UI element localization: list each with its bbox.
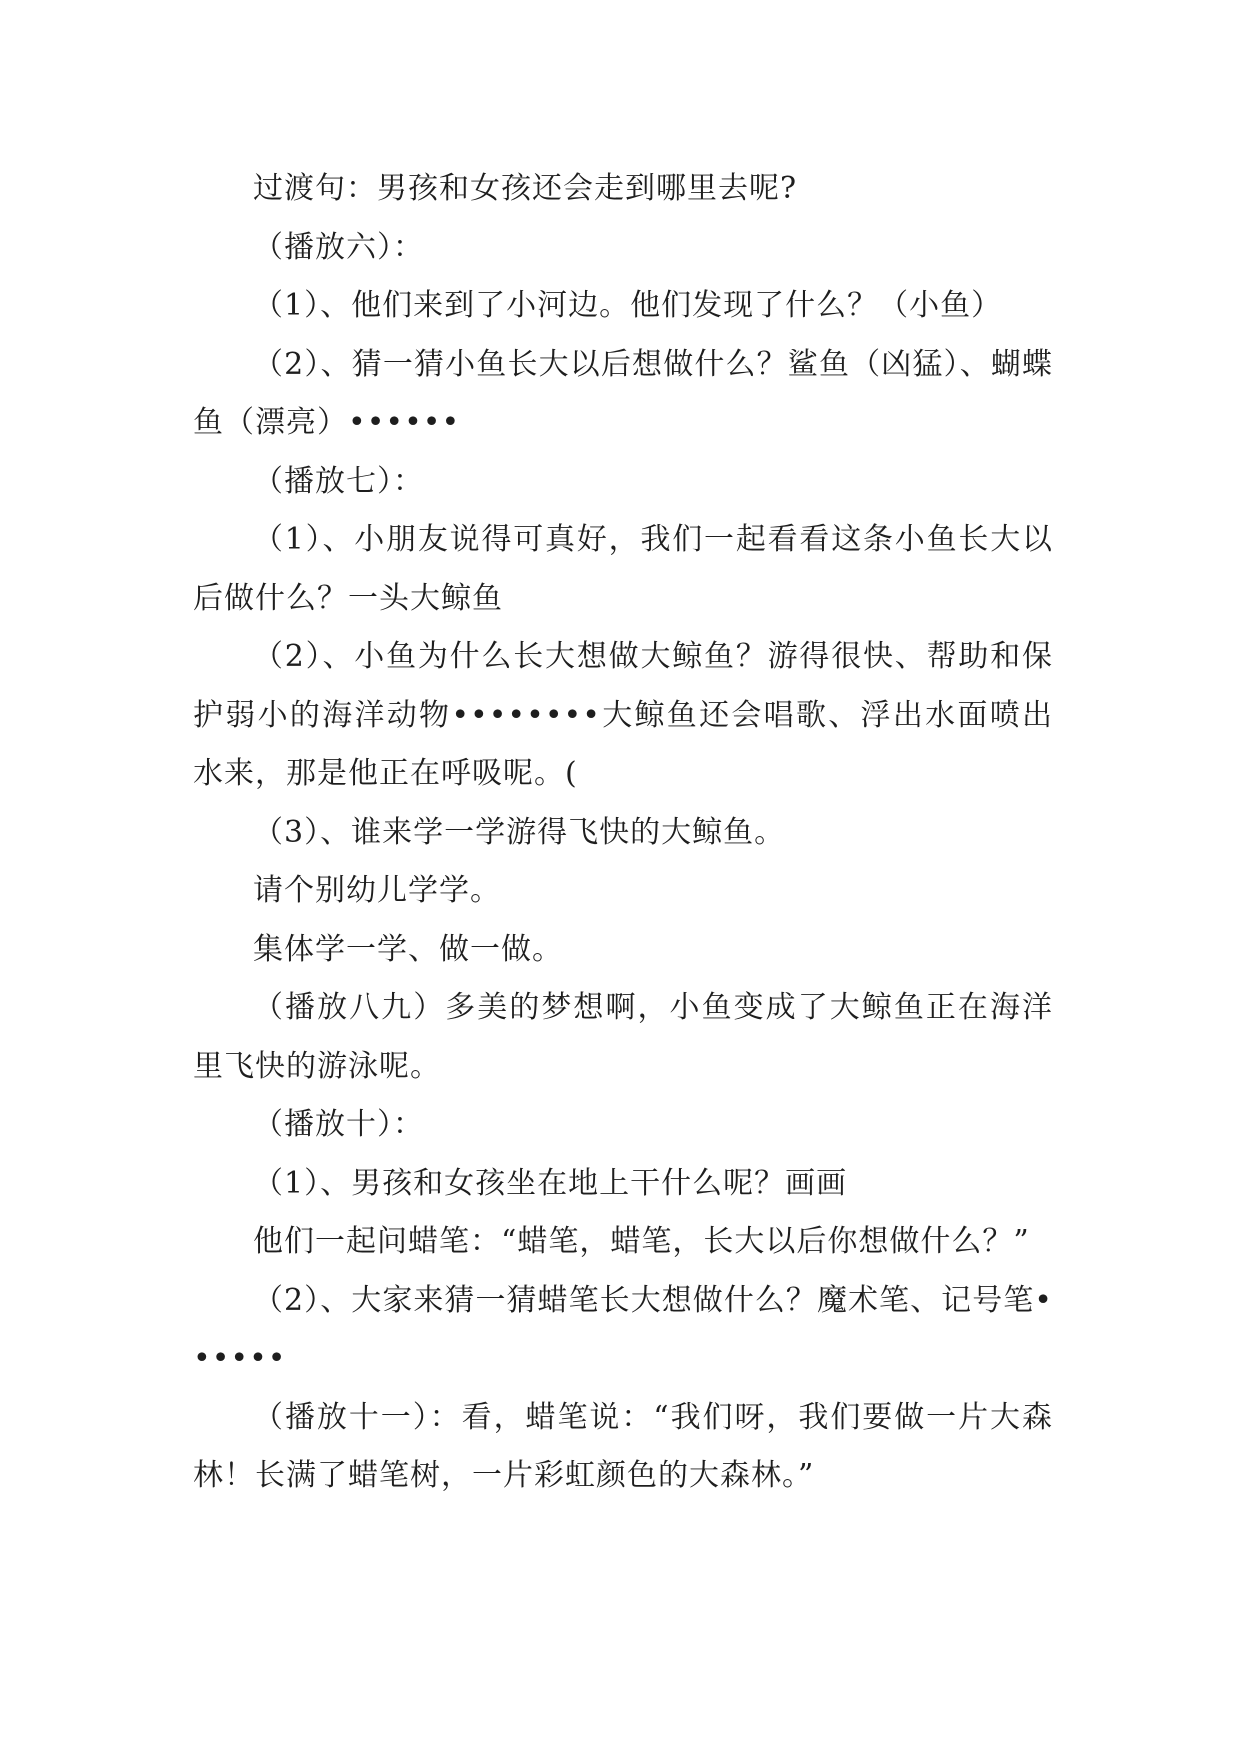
document-body — [193, 160, 1053, 1506]
paragraph-group: 集体学一学、做一做。 — [253, 931, 563, 967]
paragraph-guess-crayon: （2）、大家来猜一猜蜡笔长大想做什么？魔术笔、记号笔•••••• — [193, 1282, 1053, 1376]
paragraph-individual: 请个别幼儿学学。 — [253, 873, 501, 908]
paragraph-drawing: （1）、男孩和女孩坐在地上干什么呢？画画 — [253, 1165, 848, 1201]
paragraph-guess-fish: （2）、猜一猜小鱼长大以后想做什么？鲨鱼（凶猛）、蝴蝶鱼（漂亮）•••••• — [193, 346, 1053, 440]
paragraph-play-seven: （播放七）： — [253, 463, 424, 499]
paragraph-whale: （1）、小朋友说得可真好，我们一起看看这条小鱼长大以后做什么？一头大鲸鱼 — [193, 522, 1053, 616]
paragraph-ask-crayon: 他们一起问蜡笔：“蜡笔，蜡笔，长大以后你想做什么？” — [253, 1224, 1030, 1259]
paragraph-play-eleven: （播放十一）：看，蜡笔说：“我们呀，我们要做一片大森林！长满了蜡笔树，一片彩虹颜色的大森林。” — [193, 1399, 1053, 1493]
paragraph-play-eight-nine: （播放八九）多美的梦想啊，小鱼变成了大鲸鱼正在海洋里飞快的游泳呢。 — [193, 990, 1053, 1084]
paragraph-play-six: （播放六）： — [253, 229, 424, 265]
paragraph-transition: 过渡句：男孩和女孩还会走到哪里去呢? — [253, 171, 798, 206]
paragraph-river: （1）、他们来到了小河边。他们发现了什么？（小鱼） — [253, 288, 1003, 323]
paragraph-play-ten: （播放十）： — [253, 1107, 424, 1142]
paragraph-learn-whale: （3）、谁来学一学游得飞快的大鲸鱼。 — [253, 814, 786, 850]
paragraph-why-whale: （2）、小鱼为什么长大想做大鲸鱼？游得很快、帮助和保护弱小的海洋动物••••••••大鲸鱼还会唱歌、浮出水面喷出水来，那是他正在呼吸呢。( — [193, 639, 1053, 791]
